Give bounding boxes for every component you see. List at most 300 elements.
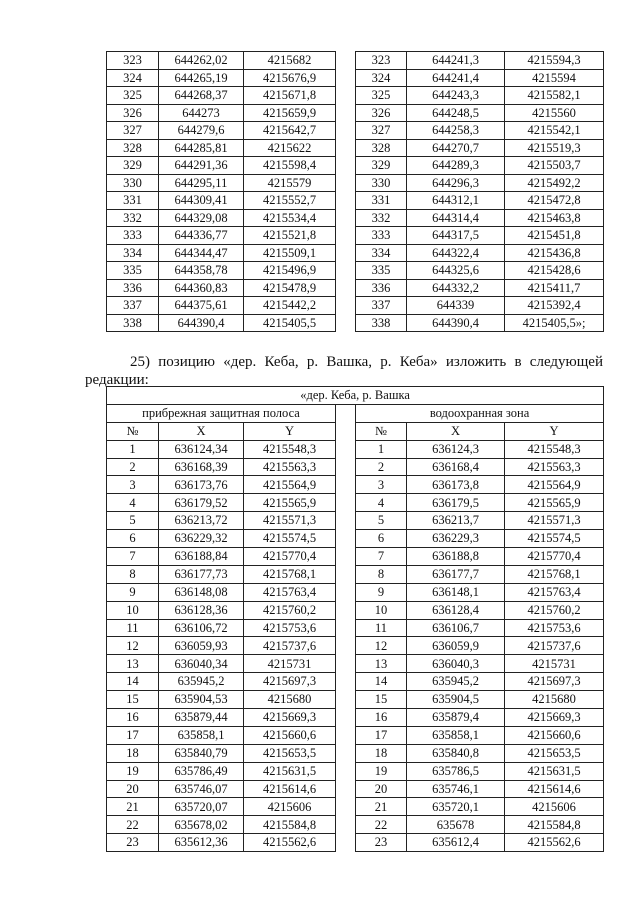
left-y-cell: 4215563,3 bbox=[244, 458, 336, 476]
right-no-cell: 326 bbox=[356, 104, 407, 122]
table-row bbox=[107, 314, 604, 332]
right-y-cell: 4215760,2 bbox=[505, 601, 604, 619]
right-y-cell: 4215763,4 bbox=[505, 583, 604, 601]
right-y-cell: 4215436,8 bbox=[505, 244, 604, 262]
column-gap bbox=[336, 244, 356, 262]
column-gap bbox=[336, 192, 356, 210]
right-no-cell: 332 bbox=[356, 209, 407, 227]
right-no-cell: 7 bbox=[356, 548, 407, 566]
left-no-cell: 336 bbox=[107, 279, 159, 297]
column-gap bbox=[336, 512, 356, 530]
right-y-cell: 4215519,3 bbox=[505, 139, 604, 157]
right-y-cell: 4215753,6 bbox=[505, 619, 604, 637]
right-y-cell: 4215594,3 bbox=[505, 52, 604, 70]
table-row bbox=[107, 494, 604, 512]
right-y-cell: 4215564,9 bbox=[505, 476, 604, 494]
right-x-cell: 644332,2 bbox=[407, 279, 505, 297]
left-x-cell: 635746,07 bbox=[159, 780, 244, 798]
left-y-cell: 4215763,4 bbox=[244, 583, 336, 601]
column-gap bbox=[336, 227, 356, 245]
right-x-cell: 635786,5 bbox=[407, 762, 505, 780]
right-no-cell: 10 bbox=[356, 601, 407, 619]
right-x-cell: 635945,2 bbox=[407, 673, 505, 691]
table1-body bbox=[107, 52, 604, 332]
right-no-cell: 336 bbox=[356, 279, 407, 297]
left-y-cell: 4215606 bbox=[244, 798, 336, 816]
column-gap bbox=[336, 548, 356, 566]
column-gap bbox=[336, 655, 356, 673]
right-no-cell: 21 bbox=[356, 798, 407, 816]
left-no-cell: 333 bbox=[107, 227, 159, 245]
left-no-cell: 335 bbox=[107, 262, 159, 280]
right-x-cell: 636229,3 bbox=[407, 530, 505, 548]
table-row bbox=[107, 601, 604, 619]
right-x-cell: 644317,5 bbox=[407, 227, 505, 245]
right-x-cell: 636124,3 bbox=[407, 440, 505, 458]
left-no-cell: 16 bbox=[107, 709, 159, 727]
left-x-cell: 635840,79 bbox=[159, 744, 244, 762]
right-no-cell: 1 bbox=[356, 440, 407, 458]
table-row bbox=[107, 209, 604, 227]
right-x-cell: 635840,8 bbox=[407, 744, 505, 762]
right-y-cell: 4215463,8 bbox=[505, 209, 604, 227]
left-no-cell: 19 bbox=[107, 762, 159, 780]
left-x-cell: 635786,49 bbox=[159, 762, 244, 780]
left-x-cell: 636059,93 bbox=[159, 637, 244, 655]
left-no-cell: 323 bbox=[107, 52, 159, 70]
table-row bbox=[107, 157, 604, 175]
table-row bbox=[107, 530, 604, 548]
table-row bbox=[107, 637, 604, 655]
right-x-cell: 635858,1 bbox=[407, 726, 505, 744]
right-no-cell: 9 bbox=[356, 583, 407, 601]
col-x-header: X bbox=[159, 422, 244, 440]
table-row bbox=[107, 744, 604, 762]
left-y-cell: 4215737,6 bbox=[244, 637, 336, 655]
right-no-cell: 337 bbox=[356, 297, 407, 315]
column-gap bbox=[336, 691, 356, 709]
left-x-cell: 644285,81 bbox=[159, 139, 244, 157]
right-y-cell: 4215582,1 bbox=[505, 87, 604, 105]
left-y-cell: 4215478,9 bbox=[244, 279, 336, 297]
left-x-cell: 635945,2 bbox=[159, 673, 244, 691]
table-row bbox=[107, 780, 604, 798]
left-y-cell: 4215731 bbox=[244, 655, 336, 673]
right-x-cell: 644241,3 bbox=[407, 52, 505, 70]
column-gap bbox=[336, 530, 356, 548]
column-gap bbox=[336, 404, 356, 440]
left-no-cell: 325 bbox=[107, 87, 159, 105]
right-x-cell: 636148,1 bbox=[407, 583, 505, 601]
left-no-cell: 8 bbox=[107, 565, 159, 583]
right-y-cell: 4215451,8 bbox=[505, 227, 604, 245]
right-x-cell: 636188,8 bbox=[407, 548, 505, 566]
right-no-cell: 324 bbox=[356, 69, 407, 87]
table-row bbox=[107, 262, 604, 280]
right-y-cell: 4215503,7 bbox=[505, 157, 604, 175]
right-no-cell: 3 bbox=[356, 476, 407, 494]
left-x-cell: 644329,08 bbox=[159, 209, 244, 227]
left-x-cell: 644273 bbox=[159, 104, 244, 122]
table-row bbox=[107, 297, 604, 315]
left-x-cell: 636040,34 bbox=[159, 655, 244, 673]
right-y-cell: 4215392,4 bbox=[505, 297, 604, 315]
right-y-cell: 4215660,6 bbox=[505, 726, 604, 744]
right-x-cell: 635879,4 bbox=[407, 709, 505, 727]
left-no-cell: 22 bbox=[107, 816, 159, 834]
left-x-cell: 644291,36 bbox=[159, 157, 244, 175]
right-no-cell: 329 bbox=[356, 157, 407, 175]
right-y-cell: 4215472,8 bbox=[505, 192, 604, 210]
left-no-cell: 5 bbox=[107, 512, 159, 530]
left-no-cell: 15 bbox=[107, 691, 159, 709]
right-x-cell: 635612,4 bbox=[407, 834, 505, 852]
left-y-cell: 4215676,9 bbox=[244, 69, 336, 87]
table-row bbox=[107, 69, 604, 87]
right-no-cell: 335 bbox=[356, 262, 407, 280]
right-x-cell: 644289,3 bbox=[407, 157, 505, 175]
left-no-cell: 20 bbox=[107, 780, 159, 798]
right-no-cell: 13 bbox=[356, 655, 407, 673]
left-no-cell: 10 bbox=[107, 601, 159, 619]
column-gap bbox=[336, 139, 356, 157]
right-y-cell: 4215563,3 bbox=[505, 458, 604, 476]
left-x-cell: 635720,07 bbox=[159, 798, 244, 816]
right-no-cell: 11 bbox=[356, 619, 407, 637]
left-no-cell: 7 bbox=[107, 548, 159, 566]
table-row bbox=[107, 458, 604, 476]
left-no-cell: 11 bbox=[107, 619, 159, 637]
right-y-cell: 4215428,6 bbox=[505, 262, 604, 280]
right-y-cell: 4215680 bbox=[505, 691, 604, 709]
right-x-cell: 636168,4 bbox=[407, 458, 505, 476]
left-y-cell: 4215534,4 bbox=[244, 209, 336, 227]
table-row bbox=[107, 834, 604, 852]
left-no-cell: 334 bbox=[107, 244, 159, 262]
left-no-cell: 338 bbox=[107, 314, 159, 332]
left-x-cell: 636124,34 bbox=[159, 440, 244, 458]
right-no-cell: 333 bbox=[356, 227, 407, 245]
table-row bbox=[107, 122, 604, 140]
table-row bbox=[107, 583, 604, 601]
table-row bbox=[107, 174, 604, 192]
right-no-cell: 338 bbox=[356, 314, 407, 332]
column-gap bbox=[336, 744, 356, 762]
right-x-cell: 644270,7 bbox=[407, 139, 505, 157]
right-x-cell: 644390,4 bbox=[407, 314, 505, 332]
left-y-cell: 4215660,6 bbox=[244, 726, 336, 744]
column-gap bbox=[336, 262, 356, 280]
left-y-cell: 4215442,2 bbox=[244, 297, 336, 315]
right-zone-header: водоохранная зона bbox=[356, 404, 604, 422]
right-y-cell: 4215697,3 bbox=[505, 673, 604, 691]
left-x-cell: 636148,08 bbox=[159, 583, 244, 601]
left-x-cell: 636177,73 bbox=[159, 565, 244, 583]
right-no-cell: 12 bbox=[356, 637, 407, 655]
table-row bbox=[107, 673, 604, 691]
column-gap bbox=[336, 601, 356, 619]
left-x-cell: 636179,52 bbox=[159, 494, 244, 512]
table-title: «дер. Кеба, р. Вашка bbox=[107, 387, 604, 405]
left-y-cell: 4215548,3 bbox=[244, 440, 336, 458]
table-row bbox=[107, 565, 604, 583]
column-gap bbox=[336, 458, 356, 476]
left-x-cell: 636173,76 bbox=[159, 476, 244, 494]
left-x-cell: 636128,36 bbox=[159, 601, 244, 619]
left-no-cell: 337 bbox=[107, 297, 159, 315]
table-title-row bbox=[107, 387, 604, 405]
left-y-cell: 4215680 bbox=[244, 691, 336, 709]
left-y-cell: 4215682 bbox=[244, 52, 336, 70]
right-y-cell: 4215562,6 bbox=[505, 834, 604, 852]
column-gap bbox=[336, 673, 356, 691]
left-y-cell: 4215598,4 bbox=[244, 157, 336, 175]
right-y-cell: 4215594 bbox=[505, 69, 604, 87]
left-x-cell: 644336,77 bbox=[159, 227, 244, 245]
left-x-cell: 644360,83 bbox=[159, 279, 244, 297]
table-row bbox=[107, 512, 604, 530]
column-gap bbox=[336, 726, 356, 744]
left-y-cell: 4215653,5 bbox=[244, 744, 336, 762]
left-y-cell: 4215671,8 bbox=[244, 87, 336, 105]
right-no-cell: 23 bbox=[356, 834, 407, 852]
right-no-cell: 4 bbox=[356, 494, 407, 512]
left-no-cell: 12 bbox=[107, 637, 159, 655]
paragraph-line-1: 25) позицию «дер. Кеба, р. Вашка, р. Кеба» изложить в следующей bbox=[130, 354, 603, 370]
right-no-cell: 22 bbox=[356, 816, 407, 834]
left-no-cell: 324 bbox=[107, 69, 159, 87]
left-y-cell: 4215659,9 bbox=[244, 104, 336, 122]
left-y-cell: 4215405,5 bbox=[244, 314, 336, 332]
right-y-cell: 4215737,6 bbox=[505, 637, 604, 655]
column-gap bbox=[336, 476, 356, 494]
right-x-cell: 644241,4 bbox=[407, 69, 505, 87]
table2-body bbox=[107, 387, 604, 852]
right-x-cell: 644258,3 bbox=[407, 122, 505, 140]
left-no-cell: 2 bbox=[107, 458, 159, 476]
left-x-cell: 636188,84 bbox=[159, 548, 244, 566]
right-no-cell: 334 bbox=[356, 244, 407, 262]
column-gap bbox=[336, 174, 356, 192]
right-no-cell: 325 bbox=[356, 87, 407, 105]
right-no-cell: 19 bbox=[356, 762, 407, 780]
left-x-cell: 644309,41 bbox=[159, 192, 244, 210]
column-gap bbox=[336, 52, 356, 70]
column-gap bbox=[336, 494, 356, 512]
right-y-cell: 4215548,3 bbox=[505, 440, 604, 458]
left-no-cell: 1 bbox=[107, 440, 159, 458]
col-x-header: X bbox=[407, 422, 505, 440]
paragraph-line-2: редакции: bbox=[85, 372, 149, 388]
zone-header-row bbox=[107, 404, 604, 422]
right-no-cell: 20 bbox=[356, 780, 407, 798]
right-no-cell: 16 bbox=[356, 709, 407, 727]
right-x-cell: 644322,4 bbox=[407, 244, 505, 262]
right-y-cell: 4215653,5 bbox=[505, 744, 604, 762]
column-gap bbox=[336, 798, 356, 816]
right-x-cell: 636179,5 bbox=[407, 494, 505, 512]
left-no-cell: 329 bbox=[107, 157, 159, 175]
left-y-cell: 4215642,7 bbox=[244, 122, 336, 140]
table-row bbox=[107, 87, 604, 105]
right-y-cell: 4215731 bbox=[505, 655, 604, 673]
coordinates-table-keba bbox=[106, 386, 604, 852]
table-row bbox=[107, 816, 604, 834]
right-x-cell: 644296,3 bbox=[407, 174, 505, 192]
column-gap bbox=[336, 279, 356, 297]
left-x-cell: 644295,11 bbox=[159, 174, 244, 192]
left-x-cell: 644358,78 bbox=[159, 262, 244, 280]
left-y-cell: 4215584,8 bbox=[244, 816, 336, 834]
left-x-cell: 644279,6 bbox=[159, 122, 244, 140]
left-no-cell: 6 bbox=[107, 530, 159, 548]
left-no-cell: 326 bbox=[107, 104, 159, 122]
left-no-cell: 9 bbox=[107, 583, 159, 601]
right-x-cell: 635678 bbox=[407, 816, 505, 834]
left-x-cell: 635612,36 bbox=[159, 834, 244, 852]
left-no-cell: 330 bbox=[107, 174, 159, 192]
left-x-cell: 635858,1 bbox=[159, 726, 244, 744]
left-y-cell: 4215669,3 bbox=[244, 709, 336, 727]
column-gap bbox=[336, 122, 356, 140]
col-no-header: № bbox=[356, 422, 407, 440]
left-x-cell: 635904,53 bbox=[159, 691, 244, 709]
left-zone-header: прибрежная защитная полоса bbox=[107, 404, 336, 422]
left-no-cell: 14 bbox=[107, 673, 159, 691]
left-x-cell: 644390,4 bbox=[159, 314, 244, 332]
right-no-cell: 328 bbox=[356, 139, 407, 157]
column-gap bbox=[336, 637, 356, 655]
left-y-cell: 4215579 bbox=[244, 174, 336, 192]
table-row bbox=[107, 104, 604, 122]
table-row bbox=[107, 762, 604, 780]
left-no-cell: 21 bbox=[107, 798, 159, 816]
column-gap bbox=[336, 565, 356, 583]
right-y-cell: 4215669,3 bbox=[505, 709, 604, 727]
left-no-cell: 332 bbox=[107, 209, 159, 227]
right-no-cell: 323 bbox=[356, 52, 407, 70]
right-y-cell: 4215770,4 bbox=[505, 548, 604, 566]
right-x-cell: 635904,5 bbox=[407, 691, 505, 709]
left-x-cell: 636213,72 bbox=[159, 512, 244, 530]
table-row bbox=[107, 691, 604, 709]
col-no-header: № bbox=[107, 422, 159, 440]
left-no-cell: 3 bbox=[107, 476, 159, 494]
left-x-cell: 635879,44 bbox=[159, 709, 244, 727]
left-x-cell: 636168,39 bbox=[159, 458, 244, 476]
left-y-cell: 4215768,1 bbox=[244, 565, 336, 583]
left-y-cell: 4215770,4 bbox=[244, 548, 336, 566]
left-y-cell: 4215631,5 bbox=[244, 762, 336, 780]
table-row bbox=[107, 655, 604, 673]
right-y-cell: 4215768,1 bbox=[505, 565, 604, 583]
right-x-cell: 636059,9 bbox=[407, 637, 505, 655]
right-x-cell: 644325,6 bbox=[407, 262, 505, 280]
right-no-cell: 17 bbox=[356, 726, 407, 744]
column-gap bbox=[336, 709, 356, 727]
right-y-cell: 4215614,6 bbox=[505, 780, 604, 798]
right-x-cell: 636177,7 bbox=[407, 565, 505, 583]
right-x-cell: 635746,1 bbox=[407, 780, 505, 798]
right-y-cell: 4215411,7 bbox=[505, 279, 604, 297]
column-gap bbox=[336, 834, 356, 852]
right-no-cell: 330 bbox=[356, 174, 407, 192]
right-no-cell: 6 bbox=[356, 530, 407, 548]
col-y-header: Y bbox=[244, 422, 336, 440]
right-y-cell: 4215571,3 bbox=[505, 512, 604, 530]
column-gap bbox=[336, 209, 356, 227]
right-y-cell: 4215631,5 bbox=[505, 762, 604, 780]
left-no-cell: 328 bbox=[107, 139, 159, 157]
left-y-cell: 4215552,7 bbox=[244, 192, 336, 210]
column-gap bbox=[336, 619, 356, 637]
right-x-cell: 636213,7 bbox=[407, 512, 505, 530]
table-row bbox=[107, 476, 604, 494]
left-no-cell: 4 bbox=[107, 494, 159, 512]
table-row bbox=[107, 279, 604, 297]
left-x-cell: 636106,72 bbox=[159, 619, 244, 637]
left-y-cell: 4215509,1 bbox=[244, 244, 336, 262]
table-row bbox=[107, 52, 604, 70]
right-no-cell: 8 bbox=[356, 565, 407, 583]
table-row bbox=[107, 227, 604, 245]
column-gap bbox=[336, 762, 356, 780]
table-row bbox=[107, 244, 604, 262]
left-y-cell: 4215760,2 bbox=[244, 601, 336, 619]
column-gap bbox=[336, 314, 356, 332]
table-row bbox=[107, 726, 604, 744]
right-no-cell: 327 bbox=[356, 122, 407, 140]
right-y-cell: 4215574,5 bbox=[505, 530, 604, 548]
right-x-cell: 644243,3 bbox=[407, 87, 505, 105]
left-y-cell: 4215565,9 bbox=[244, 494, 336, 512]
left-y-cell: 4215753,6 bbox=[244, 619, 336, 637]
right-no-cell: 331 bbox=[356, 192, 407, 210]
left-x-cell: 635678,02 bbox=[159, 816, 244, 834]
left-x-cell: 644344,47 bbox=[159, 244, 244, 262]
right-x-cell: 636128,4 bbox=[407, 601, 505, 619]
right-y-cell: 4215606 bbox=[505, 798, 604, 816]
coordinates-table-continued bbox=[106, 51, 604, 332]
table-row bbox=[107, 619, 604, 637]
right-y-cell: 4215492,2 bbox=[505, 174, 604, 192]
column-gap bbox=[336, 104, 356, 122]
left-no-cell: 18 bbox=[107, 744, 159, 762]
left-x-cell: 644262,02 bbox=[159, 52, 244, 70]
right-no-cell: 18 bbox=[356, 744, 407, 762]
left-y-cell: 4215571,3 bbox=[244, 512, 336, 530]
column-gap bbox=[336, 440, 356, 458]
left-y-cell: 4215614,6 bbox=[244, 780, 336, 798]
col-y-header: Y bbox=[505, 422, 604, 440]
left-y-cell: 4215496,9 bbox=[244, 262, 336, 280]
column-gap bbox=[336, 157, 356, 175]
right-no-cell: 15 bbox=[356, 691, 407, 709]
left-x-cell: 644375,61 bbox=[159, 297, 244, 315]
right-x-cell: 644314,4 bbox=[407, 209, 505, 227]
right-no-cell: 14 bbox=[356, 673, 407, 691]
right-y-cell: 4215584,8 bbox=[505, 816, 604, 834]
table-row bbox=[107, 548, 604, 566]
right-x-cell: 644248,5 bbox=[407, 104, 505, 122]
left-x-cell: 644268,37 bbox=[159, 87, 244, 105]
left-no-cell: 327 bbox=[107, 122, 159, 140]
table-row bbox=[107, 139, 604, 157]
column-gap bbox=[336, 297, 356, 315]
right-no-cell: 2 bbox=[356, 458, 407, 476]
right-y-cell: 4215565,9 bbox=[505, 494, 604, 512]
right-x-cell: 636173,8 bbox=[407, 476, 505, 494]
